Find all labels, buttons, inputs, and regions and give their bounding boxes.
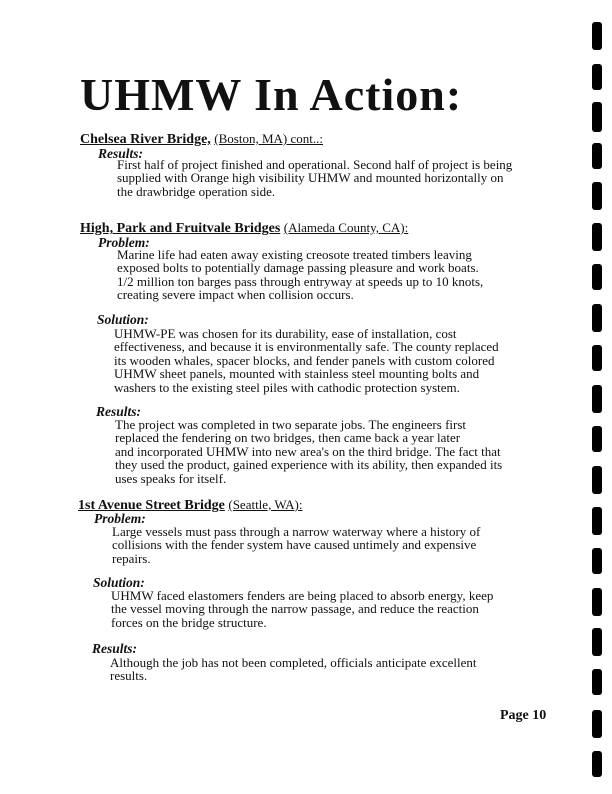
- text-line: UHMW-PE was chosen for its durability, ease of installation, cost: [114, 326, 457, 341]
- binding-hole: [592, 426, 602, 452]
- problem-label: Problem:: [98, 235, 150, 250]
- results-label: Results:: [96, 404, 142, 419]
- text-line: and incorporated UHMW into new area's on the third bridge. The fact that: [115, 443, 501, 459]
- solution-label: Solution:: [93, 575, 145, 590]
- text-line: Although the job has not been completed, officials anticipate excellent: [110, 655, 477, 670]
- binding-hole: [592, 143, 602, 169]
- text-line: First half of project finished and operational. Second half of project is being: [117, 157, 513, 172]
- solution-label: Solution:: [97, 312, 149, 327]
- section-location: (Alameda County, CA):: [283, 220, 409, 235]
- section-name: 1st Avenue Street Bridge: [78, 498, 225, 513]
- text-line: they used the product, gained experience with its ability, then expanded its: [115, 457, 503, 473]
- binding-hole: [592, 385, 602, 413]
- binding-hole: [592, 182, 602, 210]
- binding-hole: [592, 264, 602, 290]
- text-line: The project was completed in two separate jobs. The engineers first: [115, 417, 467, 432]
- text-line: effectiveness, and because it is environmentally safe. The county replaced: [114, 339, 499, 355]
- text-line: repairs.: [112, 550, 151, 566]
- binding-hole: [592, 588, 602, 616]
- text-line: UHMW faced elastomers fenders are being placed to absorb energy, keep: [111, 588, 494, 603]
- results-paragraph: [110, 656, 477, 683]
- text-line: washers to the existing steel piles with cathodic protection system.: [114, 379, 460, 395]
- text-line: its wooden whales, spacer blocks, and fender panels with custom colored: [114, 352, 495, 368]
- binding-hole: [592, 466, 602, 494]
- results-label: Results:: [98, 146, 144, 161]
- binding-hole: [592, 304, 602, 332]
- section-location: (Boston, MA) cont..:: [214, 131, 323, 146]
- text-line: forces on the bridge structure.: [111, 614, 267, 630]
- results-paragraph: [117, 158, 512, 198]
- page-title: UHMW In Action:: [80, 69, 463, 120]
- binding-hole: [592, 669, 602, 695]
- binding-hole: [592, 751, 602, 777]
- text-line: collisions with the fender system have caused untimely and expensive: [112, 537, 477, 553]
- binding-hole: [592, 102, 602, 132]
- binding-hole: [592, 548, 602, 574]
- problem-label: Problem:: [94, 511, 146, 526]
- section-location: (Seattle, WA):: [228, 497, 303, 512]
- binding-hole: [592, 345, 602, 371]
- results-label: Results:: [92, 641, 138, 656]
- text-line: uses speaks for itself.: [115, 470, 227, 486]
- binding-hole: [592, 507, 602, 535]
- text-line: Marine life had eaten away existing creosote treated timbers leaving: [117, 247, 472, 262]
- text-line: Large vessels must pass through a narrow waterway where a history of: [112, 524, 481, 539]
- binding-hole: [592, 710, 602, 738]
- solution-paragraph: [114, 327, 499, 394]
- results-paragraph: [115, 418, 502, 485]
- solution-paragraph: [111, 589, 493, 629]
- text-line: the drawbridge operation side.: [117, 183, 276, 199]
- page-number: Page 10: [500, 708, 547, 723]
- binding-hole: [592, 22, 602, 50]
- problem-paragraph: [112, 525, 480, 565]
- text-line: UHMW sheet panels, mounted with stainless steel mounting bolts and: [114, 366, 480, 382]
- text-line: creating severe impact when collision occurs.: [117, 287, 354, 303]
- text-line: the vessel moving through the narrow passage, and reduce the reaction: [111, 601, 479, 617]
- section-name: Chelsea River Bridge,: [80, 132, 211, 147]
- text-line: supplied with Orange high visibility UHMW and mounted horizontally on: [117, 170, 504, 186]
- text-line: results.: [110, 668, 148, 684]
- binding-hole: [592, 223, 602, 251]
- text-line: 1/2 million ton barges pass through entryway at speeds up to 10 knots,: [117, 273, 484, 289]
- text-line: replaced the fendering on two bridges, then came back a year later: [115, 430, 461, 446]
- problem-paragraph: [117, 248, 483, 302]
- text-line: exposed bolts to potentially damage passing pleasure and work boats.: [117, 260, 479, 276]
- binding-hole: [592, 628, 602, 656]
- section-name: High, Park and Fruitvale Bridges: [80, 221, 281, 236]
- binding-hole: [592, 64, 602, 90]
